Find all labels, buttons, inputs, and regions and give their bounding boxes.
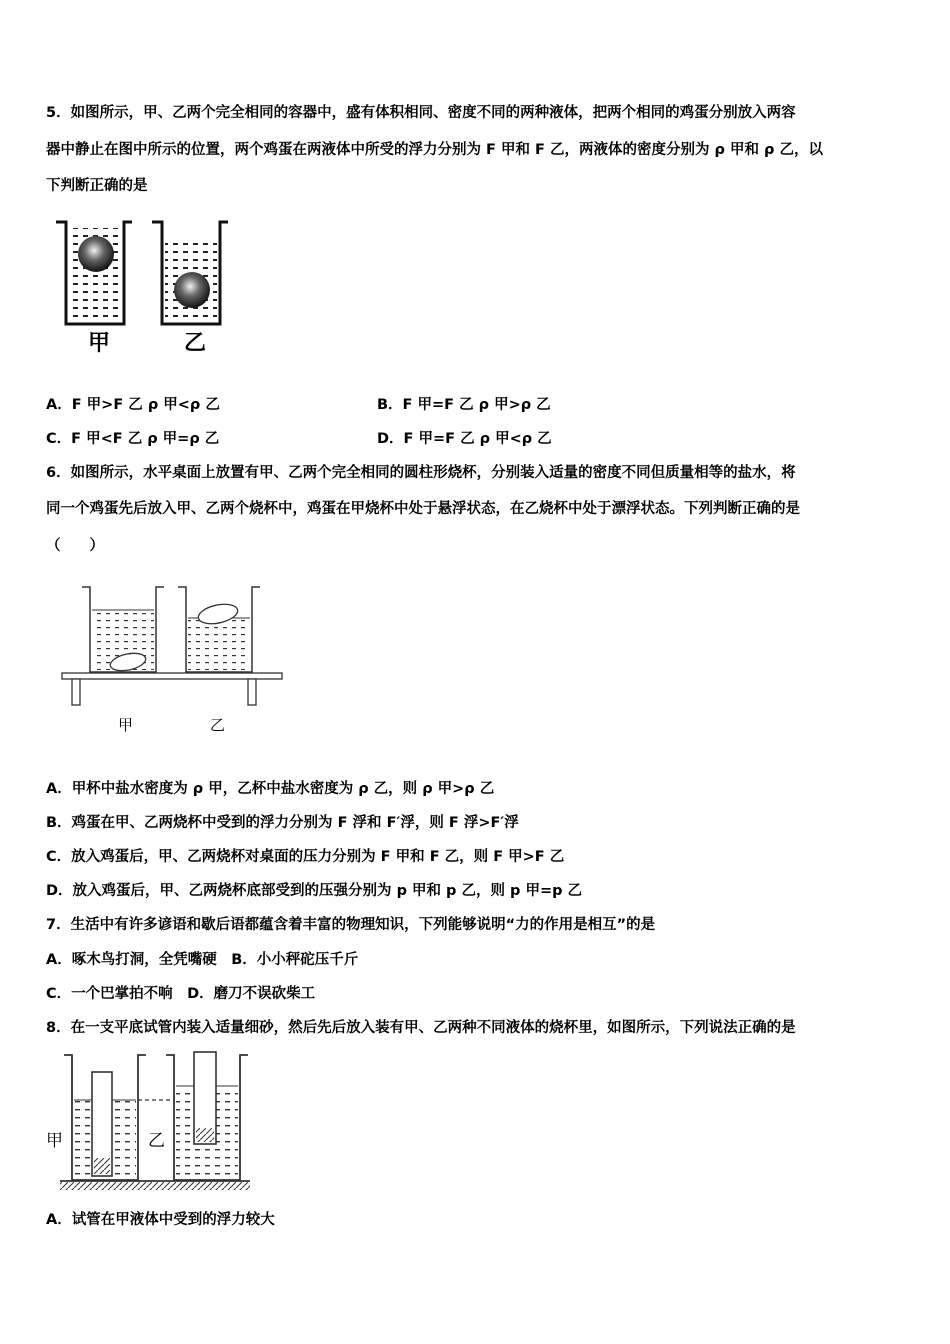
- q5-label-yi: 乙: [184, 331, 207, 356]
- q5-label-jia: 甲: [88, 331, 111, 356]
- q5-option-a[interactable]: A．F 甲>F 乙 ρ 甲<ρ 乙: [46, 397, 220, 413]
- q6-beaker-jia: [82, 587, 164, 674]
- q5-option-b[interactable]: B．F 甲=F 乙 ρ 甲>ρ 乙: [377, 397, 551, 413]
- q6-label-yi: 乙: [210, 716, 226, 734]
- q5-egg-yi: [174, 272, 210, 308]
- q6-stem-line-2: 同一个鸡蛋先后放入甲、乙两个烧杯中，鸡蛋在甲烧杯中处于悬浮状态，在乙烧杯中处于漂浮状态。下列判断正确的是: [46, 501, 800, 517]
- q6-option-b[interactable]: B．鸡蛋在甲、乙两烧杯中受到的浮力分别为 F 浮和 F′浮，则 F 浮>F′浮: [46, 815, 519, 831]
- q8-sand-yi: [196, 1128, 214, 1142]
- q6-option-c[interactable]: C．放入鸡蛋后，甲、乙两烧杯对桌面的压力分别为 F 甲和 F 乙，则 F 甲>F 乙: [46, 849, 565, 865]
- q7-options-ab[interactable]: A．啄木鸟打洞，全凭嘴硬 B．小小秤砣压千斤: [46, 952, 359, 968]
- q6-option-d[interactable]: D．放入鸡蛋后，甲、乙两烧杯底部受到的压强分别为 p 甲和 p 乙，则 p 甲=p 乙: [46, 883, 583, 899]
- q8-label-yi: 乙: [148, 1131, 165, 1151]
- q8-beaker-jia: [64, 1055, 146, 1180]
- q8-option-a[interactable]: A．试管在甲液体中受到的浮力较大: [46, 1212, 275, 1228]
- q8-beaker-yi: [166, 1052, 248, 1180]
- q5-figure-beakers: [52, 216, 252, 356]
- q5-stem-line-1: 5．如图所示，甲、乙两个完全相同的容器中，盛有体积相同、密度不同的两种液体，把两个相同的鸡蛋分别放入两容: [46, 105, 796, 121]
- q6-stem-line-3: （ ）: [46, 538, 104, 554]
- q6-label-jia: 甲: [118, 716, 134, 734]
- q5-option-d[interactable]: D．F 甲=F 乙 ρ 甲<ρ 乙: [377, 431, 552, 447]
- q5-stem-line-3: 下判断正确的是: [46, 178, 148, 194]
- q8-stem-line-1: 8．在一支平底试管内装入适量细砂，然后先后放入装有甲、乙两种不同液体的烧杯里，如图所示，下列说法正确的是: [46, 1020, 796, 1036]
- q5-egg-jia: [78, 236, 114, 272]
- q5-stem-line-2: 器中静止在图中所示的位置，两个鸡蛋在两液体中所受的浮力分别为 F 甲和 F 乙，两液体的密度分别为 ρ 甲和 ρ 乙，以: [46, 142, 823, 158]
- q8-sand-jia: [94, 1158, 110, 1174]
- q8-figure-test-tubes: [44, 1050, 254, 1192]
- q8-ground: [60, 1181, 250, 1190]
- q8-label-jia: 甲: [46, 1131, 63, 1151]
- q6-beaker-yi: [178, 587, 260, 672]
- q6-table: [62, 673, 282, 705]
- q7-stem-line-1: 7．生活中有许多谚语和歇后语都蕴含着丰富的物理知识，下列能够说明“力的作用是相互”的是: [46, 917, 656, 933]
- q5-option-c[interactable]: C．F 甲<F 乙 ρ 甲=ρ 乙: [46, 431, 220, 447]
- q5-beaker-yi: [152, 222, 228, 324]
- q7-options-cd[interactable]: C．一个巴掌拍不响 D．磨刀不误砍柴工: [46, 986, 316, 1002]
- q6-option-a[interactable]: A．甲杯中盐水密度为 ρ 甲，乙杯中盐水密度为 ρ 乙，则 ρ 甲>ρ 乙: [46, 781, 495, 797]
- q5-beaker-jia: [56, 222, 132, 324]
- q6-figure-table-beakers: [60, 582, 290, 742]
- q6-stem-line-1: 6．如图所示，水平桌面上放置有甲、乙两个完全相同的圆柱形烧杯，分别装入适量的密度不同但质量相等的盐水，将: [46, 465, 796, 481]
